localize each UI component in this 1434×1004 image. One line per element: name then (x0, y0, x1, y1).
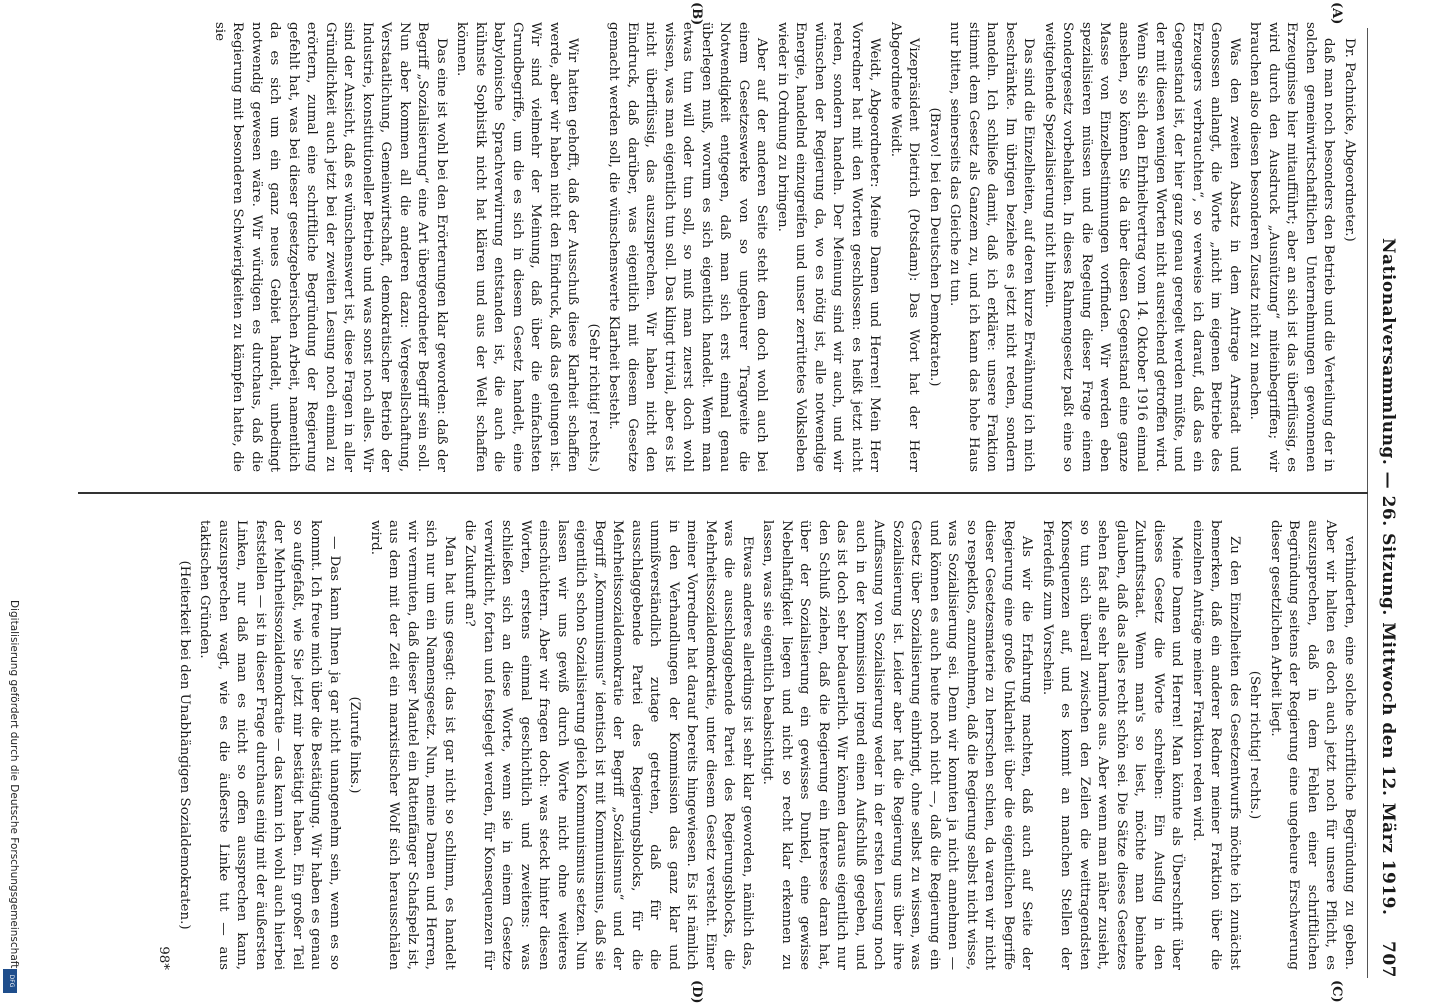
sheet-signature: 98* (156, 946, 172, 970)
digitization-stamp (4, 600, 24, 992)
paragraph: Das eine ist wohl bei den Erörterungen klar geworden: daß der Begriff „Sozialisierung“ eine Art übergeordneter Begriff sein soll. Nun aber kommen all die anderen dazu: Vergesellschaftung, Verstaatlichung, Gemeinwirtschaft, demokratischer Betrieb der Industrie, konstitutioneller Betrieb und was sonst noch alles. Wir sind der Ansicht, daß es wünschenswert ist, diese Fragen in aller Gründlichkeit auch jetzt bei der zweiten Lesung noch einmal zu erörtern, zumal eine schriftliche Begründung der Regierung gefehlt hat, was bei dieser gesetzgeberischen Arbeit, namentlich da es sich um ein ganz neues Gebiet handelt, unbedingt notwendig gewesen wäre. Wir würdigen es durchaus, daß die Regierung mit besonderen Schwierigkeiten zu kämpfen hatte, die sie (212, 22, 449, 472)
left-column (208, 22, 1359, 472)
page-title: Nationalversammlung. — 26. Sitzung. Mittwoch den 12. März 1919. (1378, 238, 1398, 916)
paragraph: Weidt, Abgeordneter: Meine Damen und Herren! Mein Herr Vorredner hat mit den Worten geschlossen: es heißt jetzt nicht reden, sondern handeln. Der Meinung sind wir auch, und wir wünschen der Regierung da, wo es nötig ist, alle notwendige Energie, handelnd einzugreifen und unser zerrüttetes Volksleben wieder in Ordnung zu bringen. (775, 22, 883, 472)
interjection: (Heiterkeit bei den Unabhängigen Sozialdemokraten.) (177, 560, 192, 930)
paragraph: Meine Damen und Herren! Man könnte als Überschrift über dieses Gesetz die Worte schreiben: Ein Ausflug in den Zukunftsstaat. Wenn man's so liest, möchte man beinahe glauben, daß das alles recht schön sei. Die Sätze dieses Gesetzes sehen fast alle sehr harmlos aus. Aber wenn man näher zusieht, so tun sich überall zwischen den Zeilen die weittragendsten Konsequenzen auf, und es kommt an manchen Stellen der Pferdefuß zum Vorschein. (1040, 520, 1185, 970)
page-number: 707 (1378, 941, 1398, 978)
right-column (152, 520, 1358, 970)
interjection: (Sehr richtig! rechts.) (586, 323, 601, 472)
interjection: (Bravo! bei den Deutschen Demokraten.) (927, 107, 942, 387)
paragraph: verhinderten, eine solche schriftliche Begründung zu geben. Aber wir halten es doch auch jetzt noch für unsere Pflicht, es auszusprechen, daß in dem Fehlen einer schriftlichen Begründung seitens der Regierung eine ungeheure Erschwerung dieser gesetzlichen Arbeit liegt. (1268, 520, 1357, 970)
interjection: (Sehr richtig! rechts.) (1247, 670, 1263, 820)
margin-marker-b: (B) (689, 2, 704, 26)
paragraph: Aber auf der anderen Seite steht dem doch wohl auch bei einem Gesetzeswerke von so ungeheurer Tragweite die Notwendigkeit entgegen, daß man sich erst einmal genau überlegen muß, worum es sich eigentlich handelt. Wenn man etwas tun will oder tun soll, so muß man zuerst doch wohl wissen, was man eigentlich tun soll. Das klingt trivial, aber es ist nicht überflüssig, das auszusprechen. Wir haben nicht den Eindruck, daß darüber, was eigentlich mit diesem Gesetze gemacht werden soll, die wünschenswerte Klarheit besteht. (606, 22, 770, 472)
margin-marker-c: (C) (1329, 980, 1344, 1003)
paragraph: Etwas anderes allerdings ist sehr klar geworden, nämlich das, was die ausschlaggebende Partei des Regierungsblocks, die Mehrheitssozialdemokratie, unter diesem Gesetz versteht. Einer meiner Vorredner hat darauf bereits hingewiesen. Es ist nämlich in den Verhandlungen der Kommission das ganz klar und unmißverständlich zutage getreten, daß für die ausschlaggebende Partei des Regierungsblocks, für die Mehrheitssozialdemokratie der Begriff „Sozialismus“ und der Begriff „Kommunismus“ identisch ist mit Kommunismus, daß sie eigentlich schon Sozialisierung gleich Kommunismus setzen. Nun lassen wir uns gewiß durch Worte nicht ohne weiteres einschüchtern. Aber wir fragen doch: was steckt hinter diesen Worten, erstens einmal geschichtlich und zweitens: was schließen sich an diese Worte, wenn sie in einem Gesetze verwirklicht, fortan und festgelegt werden, für Konsequenzen für die Zukunft an? (462, 520, 755, 970)
paragraph: Als wir die Erfahrung machten, daß auch auf Seite der Regierung eine große Unklarheit über die eigentlichen Begriffe dieser Gesetzesmaterie zu herrschen schien, da waren wir nicht so respektlos, anzunehmen, daß die Regierung selbst nicht wisse, was Sozialisierung sei. Denn wir konnten ja nicht annehmen — und können es auch heute noch nicht —, daß die Regierung ein Gesetz über Sozialisierung einbringt, ohne selbst zu wissen, was Sozialisierung ist. Leider aber hat die Regierung uns über ihre Auffassung von Sozialisierung weder in der ersten Lesung noch auch in der Kommission irgend einen Aufschluß gegeben, und das ist doch sehr bedauerlich. Wir können daraus eigentlich nur den Schluß ziehen, daß die Regierung ein Interesse daran hat, über der Sozialisierung ein gewisses Dunkel, eine gewisse Nebelhaftigkeit liegen und nicht so recht klar erkennen zu lassen, was sie eigentlich beabsichtigt. (760, 520, 1035, 970)
margin-marker-a: (A) (1329, 2, 1344, 25)
header-rule (1367, 28, 1368, 978)
dfg-logo (2, 968, 18, 994)
paragraph: — Das kann Ihnen ja gar nicht unangenehm sein, wenn es so kommt. Ich freue mich über die Bestätigung. Wir haben es genau so aufgefaßt, wie Sie jetzt mir bestätigt haben. Ein großer Teil der Mehrheitssozialdemokratie — das kann ich wohl auch hierbei feststellen — ist in dieser Frage durchaus einig mit der äußersten Linken, nur daß man es nicht so offen aussprechen kann, auszusprechen wagt, wie es die äußerste Linke tut — aus taktischen Gründen. (197, 520, 342, 970)
paragraph: daß man noch besonders den Betrieb und die Verteilung der in solchen gemeinwirtschaftlichen Unternehmungen gewonnenen Erzeugnisse hier mitaufführt; aber an sich ist das überflüssig, es wird durch den Ausdruck „Ausnützung“ miteinbegriffen; wir brauchen also diesen besonderen Zusatz nicht zu machen. (1247, 22, 1337, 472)
stamp-text: Digitalisierung gefördert durch die Deutsche Forschungsgemeinschaft (8, 600, 20, 969)
paragraph: Zu den Einzelheiten des Gesetzentwurfs möchte ich zunächst bemerken, daß ein anderer Redner meiner Fraktion über die einzelnen Anträge meiner Fraktion reden wird. (1190, 520, 1242, 970)
paragraph: Was den zweiten Absatz in dem Antrage Arnstadt und Genossen anlangt, die Worte „nicht im eigenen Betriebe des Erzeugers verbrauchten“, so verweise ich darauf, daß das ein Gegenstand ist, der hier ganz genau geregelt werden müßte, und der mit diesen wenigen Worten nicht ausreichend getroffen wird. Wenn Sie sich den Ehrhieltvertrag vom 14. Oktober 1916 einmal ansehen, so können Sie da über diesen Gegenstand eine ganze Masse von Einzelbestimmungen vorfinden. Wir werden eben spezialisieren müssen und die Regelung dieser Frage einem Sondergesetz vorbehalten. In dieses Rahmengesetz paßt eine so weitgehende Spezialisierung nicht hinein. (1042, 22, 1242, 472)
paragraph: Vizepräsident Dietrich (Potsdam): Das Wort hat der Herr Abgeordnete Weidt. (888, 22, 922, 472)
svg-text:DFG: DFG (8, 974, 15, 988)
paragraph: Dr. Pachnicke, Abgeordneter.) (1342, 38, 1357, 242)
margin-marker-d: (D) (689, 980, 704, 1004)
interjection: (Zurufe links.) (347, 696, 363, 794)
paragraph: Man hat uns gesagt: das ist gar nicht so schlimm, es handelt sich nur um ein Namensgesetz. Nun, meine Damen und Herren, wir vermuten, daß dieser Mantel ein Rattenfänger Schafspelz ist, aus dem mit der Zeit ein marxistischer Wolf sich herausschälen wird. (368, 520, 457, 970)
paragraph: Das sind die Einzelheiten, auf deren kurze Erwähnung ich mich beschränkte. Im übrigen beziehe es jetzt nicht reden, sondern handeln. Ich schließe damit, daß ich erkläre: unsere Fraktion stimmt dem Gesetz als Ganzem zu, und ich kann das hohe Haus nur bitten, seinerseits das Gleiche zu tun. (947, 22, 1037, 472)
paragraph: Wir hatten gehofft, daß der Ausschuß diese Klarheit schaffen werde, aber wir haben nicht den Eindruck, daß das gelungen ist. Wir sind vielmehr der Meinung, daß über die einfachsten Grundbegriffe, um die es sich in diesem Gesetz handelt, eine babylonische Sprachverwirrung entstanden ist, die auch die kühnste Sophistik nicht hat klären und aus der Welt schaffen können. (454, 22, 581, 472)
column-divider (78, 492, 1368, 494)
rotated-page (74, 0, 1404, 1004)
page-header (1370, 28, 1398, 978)
